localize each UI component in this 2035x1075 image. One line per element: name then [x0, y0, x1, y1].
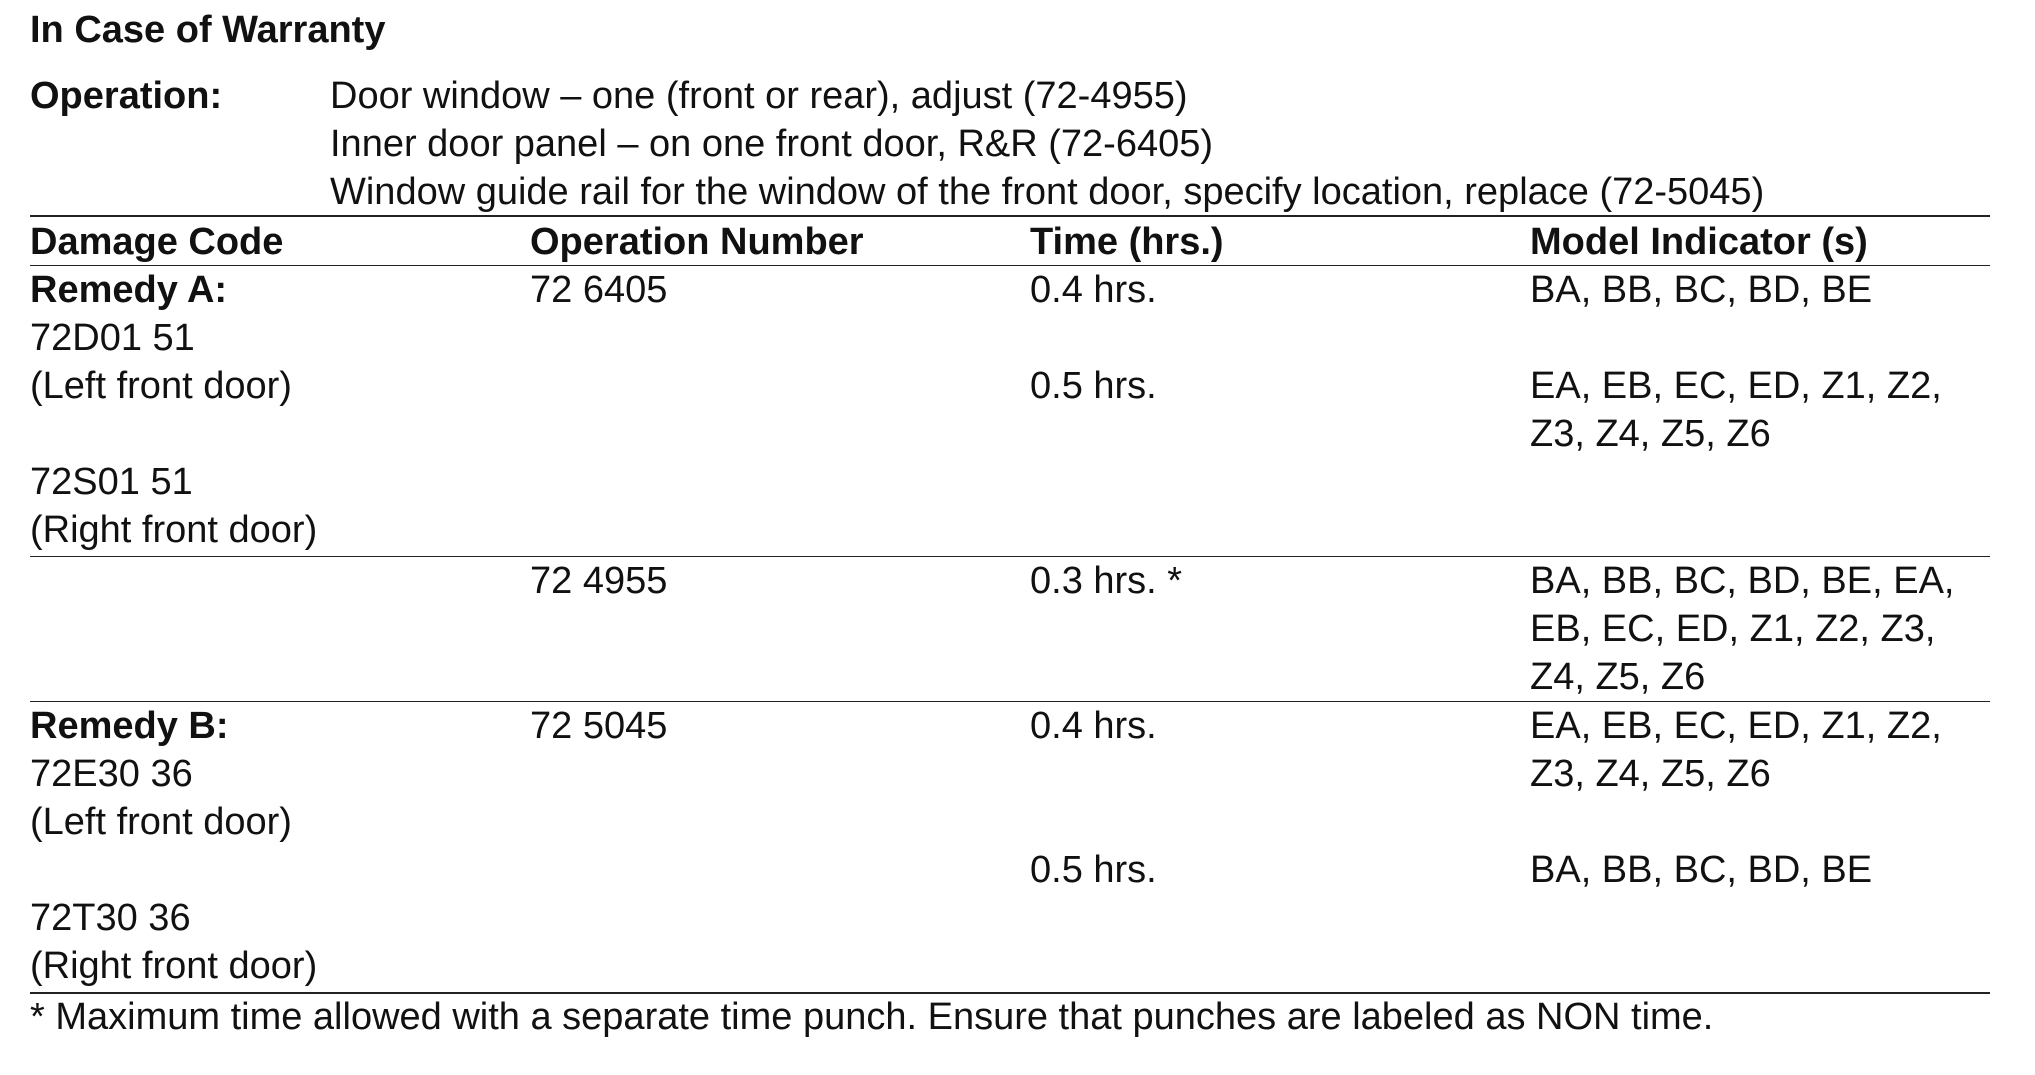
remedy-b-models-line: EA, EB, EC, ED, Z1, Z2, [1530, 705, 1942, 747]
header-model-indicator: Model Indicator (s) [1530, 221, 1868, 263]
operation-line: Window guide rail for the window of the front door, specify location, replace (72-5045) [330, 171, 1765, 213]
operation-label: Operation: [30, 75, 223, 117]
table-top-rule [30, 215, 1990, 217]
operation-list [330, 72, 1764, 216]
remedy-b-desc-left: (Left front door) [30, 801, 292, 843]
remedy-a-models: BA, BB, BC, BD, BE [1530, 269, 1873, 311]
remedy-b-label: Remedy B: [30, 705, 229, 747]
remedy-a-models-2-line: BA, BB, BC, BD, BE, EA, [1530, 560, 1955, 602]
remedy-a-models-2-line: Z4, Z5, Z6 [1530, 656, 1706, 698]
remedy-a-time: 0.4 hrs. [1030, 269, 1157, 311]
remedy-b-op-number: 72 5045 [530, 705, 668, 747]
header-operation-number: Operation Number [530, 221, 864, 263]
remedy-a-models-alt-line: Z3, Z4, Z5, Z6 [1530, 413, 1771, 455]
page-title: In Case of Warranty [30, 9, 386, 51]
remedy-a-models-2-line: EB, EC, ED, Z1, Z2, Z3, [1530, 608, 1936, 650]
remedy-b-code-right: 72T30 36 [30, 897, 191, 939]
remedy-b-models-line: Z3, Z4, Z5, Z6 [1530, 753, 1771, 795]
operation-line: Inner door panel – on one front door, R&R (72-6405) [330, 123, 1214, 165]
remedy-a-time-2: 0.3 hrs. * [1030, 560, 1183, 602]
footnote: * Maximum time allowed with a separate time punch. Ensure that punches are labeled as NON time. [30, 996, 1714, 1038]
remedy-a-models-alt-line: EA, EB, EC, ED, Z1, Z2, [1530, 365, 1942, 407]
remedy-a-desc-right: (Right front door) [30, 509, 318, 551]
remedy-b-code-left: 72E30 36 [30, 753, 193, 795]
remedy-a-op-number-2: 72 4955 [530, 560, 668, 602]
remedy-b-time-alt: 0.5 hrs. [1030, 849, 1157, 891]
header-damage-code: Damage Code [30, 221, 284, 263]
remedy-a-op-number: 72 6405 [530, 269, 668, 311]
operation-line: Door window – one (front or rear), adjust (72-4955) [330, 75, 1188, 117]
remedy-b-desc-right: (Right front door) [30, 945, 318, 987]
remedy-a-code-right: 72S01 51 [30, 461, 193, 503]
remedy-b-time: 0.4 hrs. [1030, 705, 1157, 747]
remedy-a-desc-left: (Left front door) [30, 365, 292, 407]
remedy-a-label: Remedy A: [30, 269, 228, 311]
remedy-b-models-alt: BA, BB, BC, BD, BE [1530, 849, 1873, 891]
remedy-a-code-left: 72D01 51 [30, 317, 195, 359]
header-time: Time (hrs.) [1030, 221, 1224, 263]
remedy-a-time-alt: 0.5 hrs. [1030, 365, 1157, 407]
